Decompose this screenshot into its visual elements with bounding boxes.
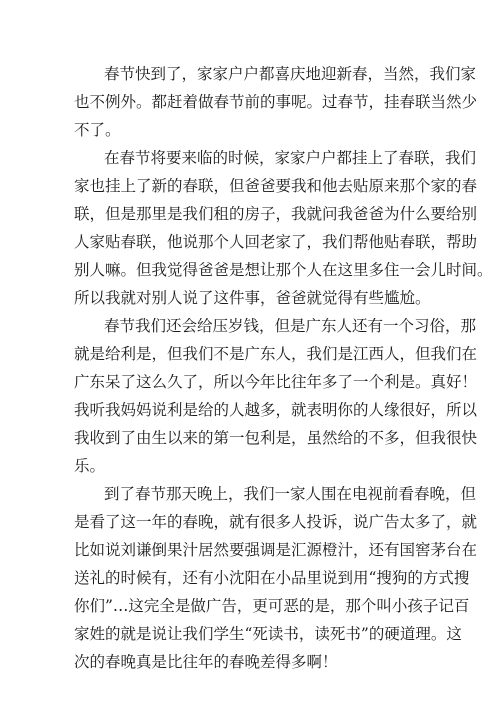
paragraph-2-line-5: 别人嘛。但我觉得爸爸是想让那个人在这里多住一会儿时间。 (74, 261, 493, 279)
paragraph-3-line-6: 乐。 (74, 457, 106, 475)
paragraph-1-line-1: 春节快到了，家家户户都喜庆地迎新春，当然，我们家 (104, 65, 477, 83)
paragraph-4-line-7: 次的春晚真是比往年的春晚差得多啊！ (74, 653, 338, 671)
paragraph-3-line-1: 春节我们还会给压岁钱，但是广东人还有一个习俗，那 (104, 317, 477, 335)
paragraph-3-line-2: 就是给利是，但我们不是广东人，我们是江西人，但我们在 (74, 345, 478, 363)
paragraph-4-line-1: 到了春节那天晚上，我们一家人围在电视前看春晚，但 (104, 485, 477, 503)
paragraph-4-line-2: 是看了这一年的春晚，就有很多人投诉，说广告太多了，就 (74, 513, 478, 531)
paragraph-2-line-2: 家也挂上了新的春联，但爸爸要我和他去贴原来那个家的春 (74, 177, 478, 195)
paragraph-3-line-5: 我收到了由生以来的第一包利是，虽然给的不多，但我很快 (74, 429, 478, 447)
paragraph-1-line-2: 也不例外。都赶着做春节前的事呢。过春节，挂春联当然少 (74, 93, 478, 111)
paragraph-4-line-3: 比如说刘谦倒果汁居然要强调是汇源橙汁，还有国窖茅台在 (74, 541, 478, 559)
paragraph-4-line-6: 家姓的就是说让我们学生“死读书，读死书”的硬道理。这 (74, 625, 462, 643)
paragraph-1-line-3: 不了。 (74, 121, 121, 139)
paragraph-2-line-4: 人家贴春联，他说那个人回老家了，我们帮他贴春联，帮助 (74, 233, 478, 251)
paragraph-2-line-3: 联，但是那里是我们租的房子，我就问我爸爸为什么要给别 (74, 205, 478, 223)
paragraph-2-line-1: 在春节将要来临的时候，家家户户都挂上了春联，我们 (104, 149, 477, 167)
paragraph-3-line-3: 广东呆了这么久了，所以今年比往年多了一个利是。真好！ (74, 373, 478, 391)
paragraph-3-line-4: 我听我妈妈说利是给的人越多，就表明你的人缘很好，所以 (74, 401, 478, 419)
paragraph-2-line-6: 所以我就对别人说了这件事，爸爸就觉得有些尴尬。 (74, 289, 431, 307)
paragraph-4-line-5: 你们”…这完全是做广告，更可恶的是，那个叫小孩子记百 (74, 597, 470, 615)
paragraph-4-line-4: 送礼的时候有，还有小沈阳在小品里说到用“搜狗的方式搜 (74, 569, 470, 587)
